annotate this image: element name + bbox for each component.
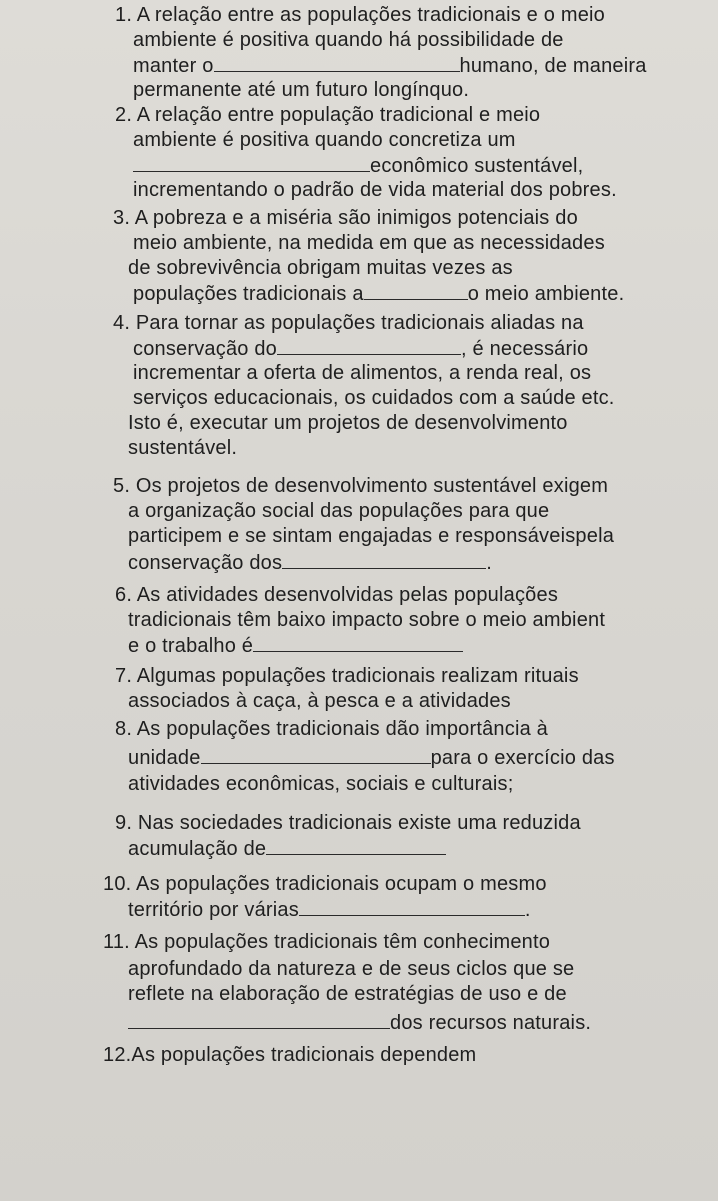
item-2-line: 2. A relação entre população tradicional e meio [115, 104, 541, 126]
answer-blank[interactable] [214, 53, 460, 72]
item-11-line: reflete na elaboração de estratégias de uso e de [128, 983, 567, 1005]
line-text: e o trabalho é [128, 635, 254, 657]
item-6-line: 6. As atividades desenvolvidas pelas populações [115, 584, 559, 606]
answer-blank[interactable] [201, 745, 431, 764]
item-11-line [128, 1010, 591, 1035]
item-5-line: a organização social das populações para que [128, 500, 550, 522]
line-text: acumulação de [128, 838, 267, 860]
item-5-line [128, 550, 492, 575]
item-5-line: 5. Os projetos de desenvolvimento sustentável exigem [113, 475, 609, 497]
answer-blank[interactable] [364, 281, 468, 300]
item-11-line: aprofundado da natureza e de seus ciclos que se [128, 958, 575, 980]
item-4-line: 4. Para tornar as populações tradicionais aliadas na [113, 312, 584, 334]
item-11-line: 11. As populações tradicionais têm conhecimento [103, 931, 551, 953]
answer-blank[interactable] [277, 336, 461, 355]
item-1-line: 1. A relação entre as populações tradicionais e o meio [115, 4, 605, 26]
item-12-line: 12.As populações tradicionais dependem [103, 1044, 477, 1066]
item-2-line: ambiente é positiva quando concretiza um [133, 129, 516, 151]
line-text: dos recursos naturais. [390, 1012, 592, 1034]
item-4-line [133, 336, 588, 361]
line-text: . [524, 899, 531, 921]
item-3-line [133, 281, 624, 306]
answer-blank[interactable] [133, 153, 370, 172]
item-6-line [128, 633, 463, 658]
line-text: humano, de maneira [459, 55, 647, 77]
item-4-line: Isto é, executar um projetos de desenvolvimento [128, 412, 568, 434]
line-text: conservação do [133, 338, 278, 360]
item-3-line: 3. A pobreza e a miséria são inimigos potenciais do [113, 207, 578, 229]
line-text: para o exercício das [430, 747, 615, 769]
item-4-line: serviços educacionais, os cuidados com a saúde etc. [133, 387, 615, 409]
line-text: populações tradicionais a [133, 283, 364, 305]
answer-blank[interactable] [266, 836, 446, 855]
item-3-line: meio ambiente, na medida em que as necessidades [133, 232, 605, 254]
answer-blank[interactable] [128, 1010, 390, 1029]
item-1-line: ambiente é positiva quando há possibilidade de [133, 29, 564, 51]
line-text: conservação dos [128, 552, 283, 574]
item-4-line: incrementar a oferta de alimentos, a renda real, os [133, 362, 592, 384]
item-2-line [133, 153, 583, 178]
item-10-line: 10. As populações tradicionais ocupam o mesmo [103, 873, 547, 895]
item-7-line: 7. Algumas populações tradicionais realizam rituais [115, 665, 579, 687]
item-8-line: atividades econômicas, sociais e culturais; [128, 773, 514, 795]
item-6-line: tradicionais têm baixo impacto sobre o meio ambient [128, 609, 606, 631]
answer-blank[interactable] [299, 897, 525, 916]
item-3-line: de sobrevivência obrigam muitas vezes as [128, 257, 513, 279]
line-text: território por várias [128, 899, 299, 921]
line-text: . [486, 552, 492, 574]
item-2-line: incrementando o padrão de vida material dos pobres. [133, 179, 617, 201]
item-8-line [128, 745, 615, 770]
item-9-line: 9. Nas sociedades tradicionais existe uma reduzida [115, 812, 581, 834]
answer-blank[interactable] [253, 633, 463, 652]
item-10-line [128, 897, 531, 922]
line-text: unidade [128, 747, 201, 769]
item-1-line [133, 53, 647, 78]
item-8-line: 8. As populações tradicionais dão importância à [115, 718, 548, 740]
item-5-line: participem e se sintam engajadas e responsáveispela [128, 525, 615, 547]
line-text: o meio ambiente. [467, 283, 625, 305]
line-text: , é necessário [461, 338, 589, 360]
item-9-line [128, 836, 446, 861]
item-1-line: permanente até um futuro longínquo. [133, 79, 470, 101]
line-text: econômico sustentável, [370, 155, 584, 177]
item-4-line: sustentável. [128, 437, 238, 459]
answer-blank[interactable] [282, 550, 486, 569]
line-text: manter o [133, 55, 214, 77]
item-7-line: associados à caça, à pesca e a atividades [128, 690, 511, 712]
